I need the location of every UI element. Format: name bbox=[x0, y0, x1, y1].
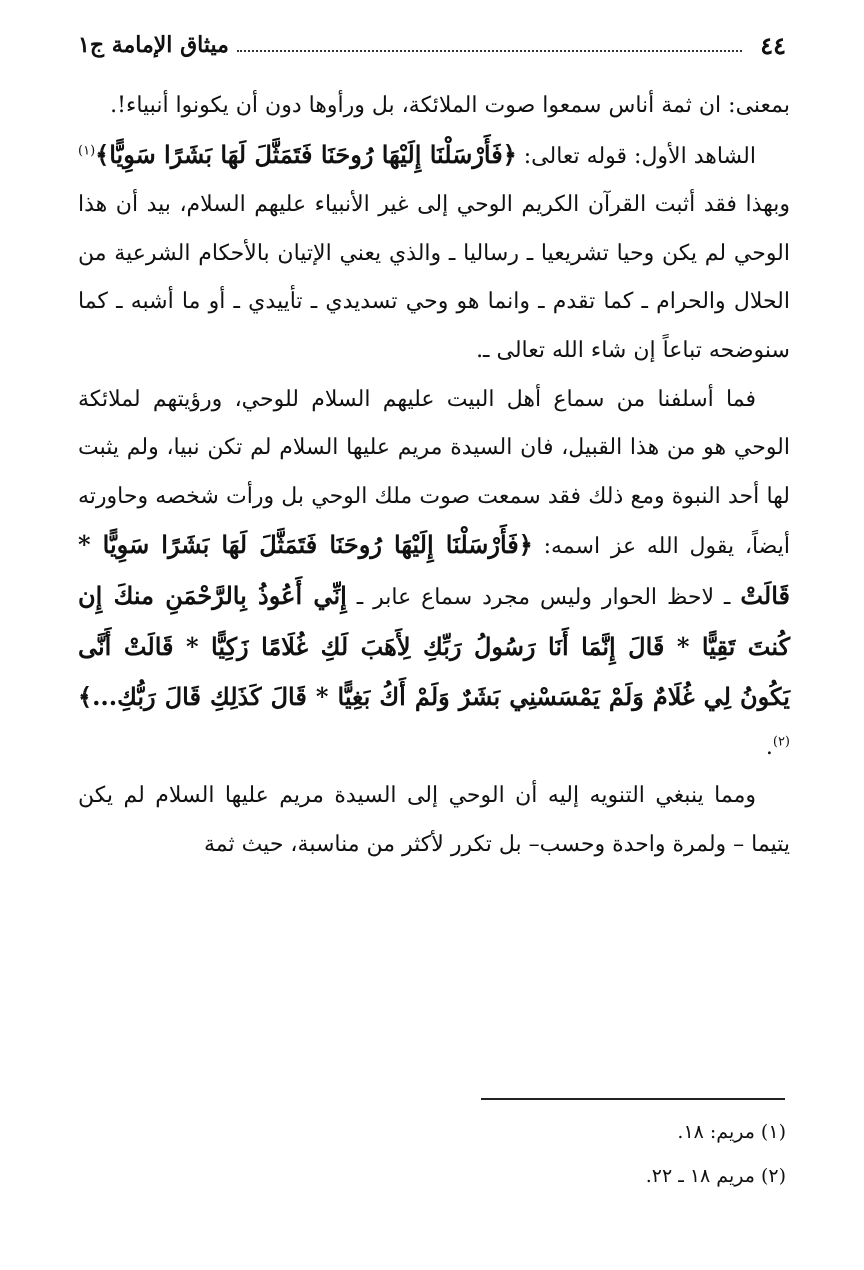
paragraph-4: ومما ينبغي التنويه إليه أن الوحي إلى السيدة مريم عليها السلام لم يكن يتيما – ولمرة واحدة وحسب– بل تكرر لأكثر من مناسبة، حيث ثمة bbox=[78, 783, 790, 857]
paragraph-2-text: وبهذا فقد أثبت القرآن الكريم الوحي إلى غير الأنبياء عليهم السلام، بيد أن هذا الوحي لم يكن وحيا تشريعيا ـ رساليا ـ والذي يعني الإتيان بالأحكام الشرعية من الحلال والحرام ـ كما تقدم ـ وانما هو وحي تسديدي ـ تأييدي ـ أو ما أشبه ـ كما سنوضحه تباعاً إن شاء الله تعالى ـ. bbox=[78, 192, 791, 363]
paragraph-2 bbox=[78, 131, 790, 376]
footnote-1: (١) مريم: ١٨. bbox=[677, 1121, 786, 1143]
paragraph-1: بمعنى: ان ثمة أناس سمعوا صوت الملائكة، بل ورأوها دون أن يكونوا أنبياء!. bbox=[110, 93, 790, 118]
footnote-ref-2: (٢) bbox=[772, 734, 790, 750]
paragraph-2-intro: الشاهد الأول: قوله تعالى: bbox=[516, 143, 756, 169]
paragraph-3-text: فما أسلفنا من سماع أهل البيت عليهم السلام للوحي، ورؤيتهم لملائكة الوحي هو من هذا القبيل، فان السيدة مريم عليها السلام لم تكن نبيا، ولم يثبت لها أحد النبوة ومع ذلك فقد سمعت صوت ملك الوحي بل ورأت شخصه وحاورته أيضاً، يقول الله عز اسمه: bbox=[78, 386, 790, 560]
page-number: ٤٤ bbox=[760, 30, 786, 60]
quran-verse-3: إِنِّي أَعُوذُ بِالرَّحْمَنِ منكَ إِن كُنتَ تَقِيًّا * قَالَ إِنَّمَا أَنَا رَسُولُ رَبِّكِ لِأَهَبَ لَكِ غُلَامًا زَكِيًّا * قَالَتْ أَنَّى يَكُونُ لِي غُلَامٌ وَلَمْ يَمْسَسْنِي بَشَرٌ وَلَمْ أَكُ بَغِيًّا * قَالَ كَذَلِكِ قَالَ رَبُّكِ...﴾ bbox=[78, 580, 790, 712]
main-text bbox=[78, 82, 790, 870]
paragraph-3-end: . bbox=[765, 734, 773, 760]
header-dotted-leader bbox=[237, 50, 742, 52]
paragraph-3 bbox=[78, 376, 790, 773]
quran-verse-2: ﴿فَأَرْسَلْنَا إِلَيْهَا رُوحَنَا فَتَمَثَّلَ لَهَا بَشَرًا سَوِيًّا * قَالَتْ bbox=[78, 530, 790, 610]
paragraph-3-aside: ـ لاحظ الحوار وليس مجرد سماع عابر ـ bbox=[346, 584, 741, 610]
footnote-ref-1: (١) bbox=[78, 143, 96, 159]
quran-verse-1: ﴿فَأَرْسَلْنَا إِلَيْهَا رُوحَنَا فَتَمَثَّلَ لَهَا بَشَرًا سَوِيًّا﴾ bbox=[95, 139, 517, 169]
footnote-separator bbox=[481, 1098, 785, 1100]
footnotes bbox=[78, 1110, 786, 1198]
running-header bbox=[78, 28, 786, 62]
book-title: ميثاق الإمامة ج١ bbox=[78, 32, 229, 58]
footnote-2: (٢) مريم ١٨ ـ ٢٢. bbox=[645, 1165, 786, 1187]
